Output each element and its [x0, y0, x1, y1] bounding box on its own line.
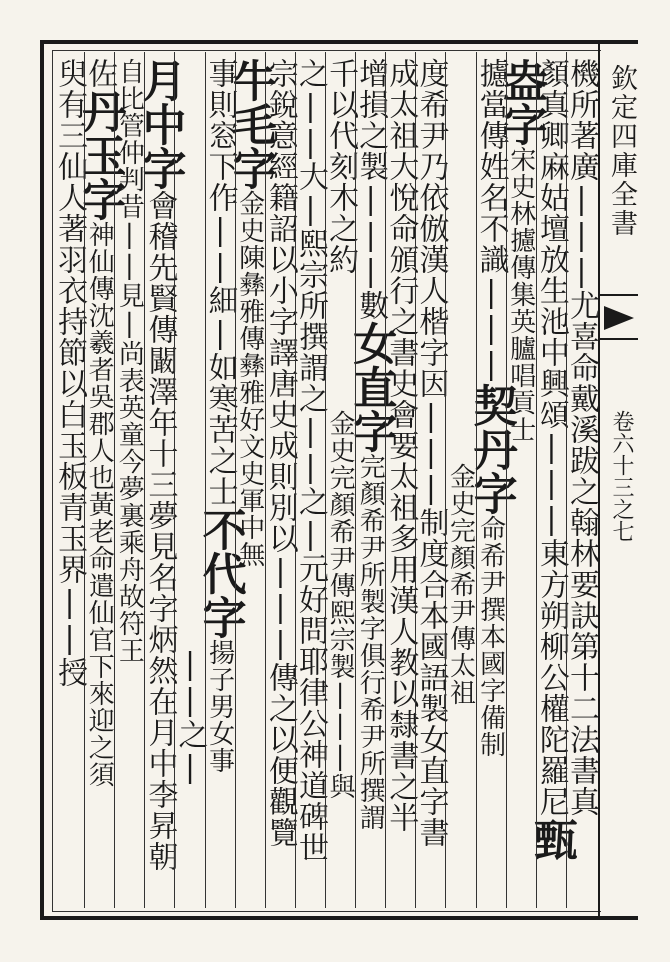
- column-divider: [385, 52, 386, 908]
- body-text: 會稽先賢傳闞澤年十三夢見名字炳然在月中李昇朝: [142, 190, 178, 872]
- entry-heading: 契丹字: [465, 383, 517, 515]
- body-text: 臾有三仙人著羽衣持節以白玉板青玉界||授: [52, 58, 88, 688]
- body-text: 機所著廣|||尤喜命戴溪跋之翰林要訣第十二法書真: [563, 58, 599, 817]
- column-divider: [415, 52, 416, 908]
- body-text: ||之|: [172, 58, 208, 786]
- text-column: [52, 58, 88, 908]
- entry-heading: 牛毛字: [224, 58, 276, 190]
- annotation-text: 神仙傳沈羲者吳郡人也黃老命遣仙官下來迎之須: [84, 221, 115, 788]
- column-divider: [566, 52, 567, 908]
- entry-heading: 盎字: [495, 58, 547, 146]
- column-divider: [295, 52, 296, 908]
- annotation-text: 宋史林攄傳集英臚唱貢士: [505, 146, 536, 443]
- text-column: [525, 58, 577, 908]
- entry-heading: 甄: [525, 817, 577, 861]
- margin-rule-bottom: [598, 338, 638, 340]
- body-text: 度希尹乃依倣漢人楷字因|||制度合本國語製女直字書: [413, 58, 449, 848]
- text-column: [224, 58, 276, 908]
- body-text: 攄當傳姓名不識|||: [473, 58, 509, 383]
- annotation-text: 完顏希尹所製字俱行希尹所撰謂: [355, 453, 386, 831]
- annotation-text: 揚子男女事: [204, 639, 235, 774]
- annotation-text: 自比管仲判昔||見|尚表英童今夢裏乘舟故符王: [114, 58, 145, 664]
- entry-heading: 女直字: [345, 321, 397, 453]
- text-column: [563, 58, 599, 908]
- column-divider: [445, 52, 446, 908]
- text-column: [134, 58, 186, 908]
- annotation-text: 命希尹撰本國字備制: [475, 515, 506, 758]
- text-column: [445, 58, 475, 908]
- body-text: 千以代刻木之約: [323, 58, 359, 275]
- column-divider: [84, 52, 85, 908]
- column-divider: [174, 52, 175, 908]
- entry-heading: 丹玉字: [74, 89, 126, 221]
- column-divider: [114, 52, 115, 908]
- entry-heading: 不代字: [194, 507, 246, 639]
- annotation-text: 金史陳彝雅傳彝雅好文史軍中無: [234, 190, 265, 568]
- text-column: [413, 58, 449, 908]
- column-divider: [536, 52, 537, 908]
- text-column: [465, 58, 517, 908]
- column-divider: [506, 52, 507, 908]
- text-column: [74, 58, 126, 908]
- body-text: 佐: [82, 58, 118, 89]
- book-title: 欽定四庫全書: [606, 64, 637, 238]
- column-divider: [144, 52, 145, 908]
- column-divider: [355, 52, 356, 908]
- column-divider: [265, 52, 266, 908]
- body-text: 事則窓下作||細|如寒苦之士: [202, 58, 238, 507]
- juan-number: 卷六十三之七: [609, 410, 634, 542]
- column-divider: [235, 52, 236, 908]
- column-divider: [205, 52, 206, 908]
- body-text: 增損之製|||數: [353, 58, 389, 321]
- text-column: [292, 58, 328, 908]
- text-column: [194, 58, 246, 908]
- body-text: 成太祖大悅命頒行之書史會要太祖多用漢人教以隸書之半: [383, 58, 419, 833]
- body-text: 顏真卿麻姑壇放生池中興頌|||東方朔柳公權陀羅尼: [533, 58, 569, 817]
- column-divider: [476, 52, 477, 908]
- annotation-text: 金史完顏希尹傳熙宗製|||與: [325, 275, 356, 800]
- margin-rule-top: [598, 294, 638, 296]
- text-column: [383, 58, 419, 908]
- body-text: 宗銳意經籍詔以小字譯唐史成則別以|||傳之以便觀覽: [262, 58, 298, 848]
- entry-heading: 月中字: [134, 58, 186, 190]
- text-column: [323, 58, 359, 908]
- column-divider: [325, 52, 326, 908]
- text-column: [345, 58, 397, 908]
- annotation-text: 金史完顏希尹傳太祖: [445, 58, 476, 706]
- fishtail-mark-icon: [604, 306, 634, 330]
- body-text: 之||大|熙宗所撰謂之||之|元好問耶律公神道碑世: [292, 58, 328, 863]
